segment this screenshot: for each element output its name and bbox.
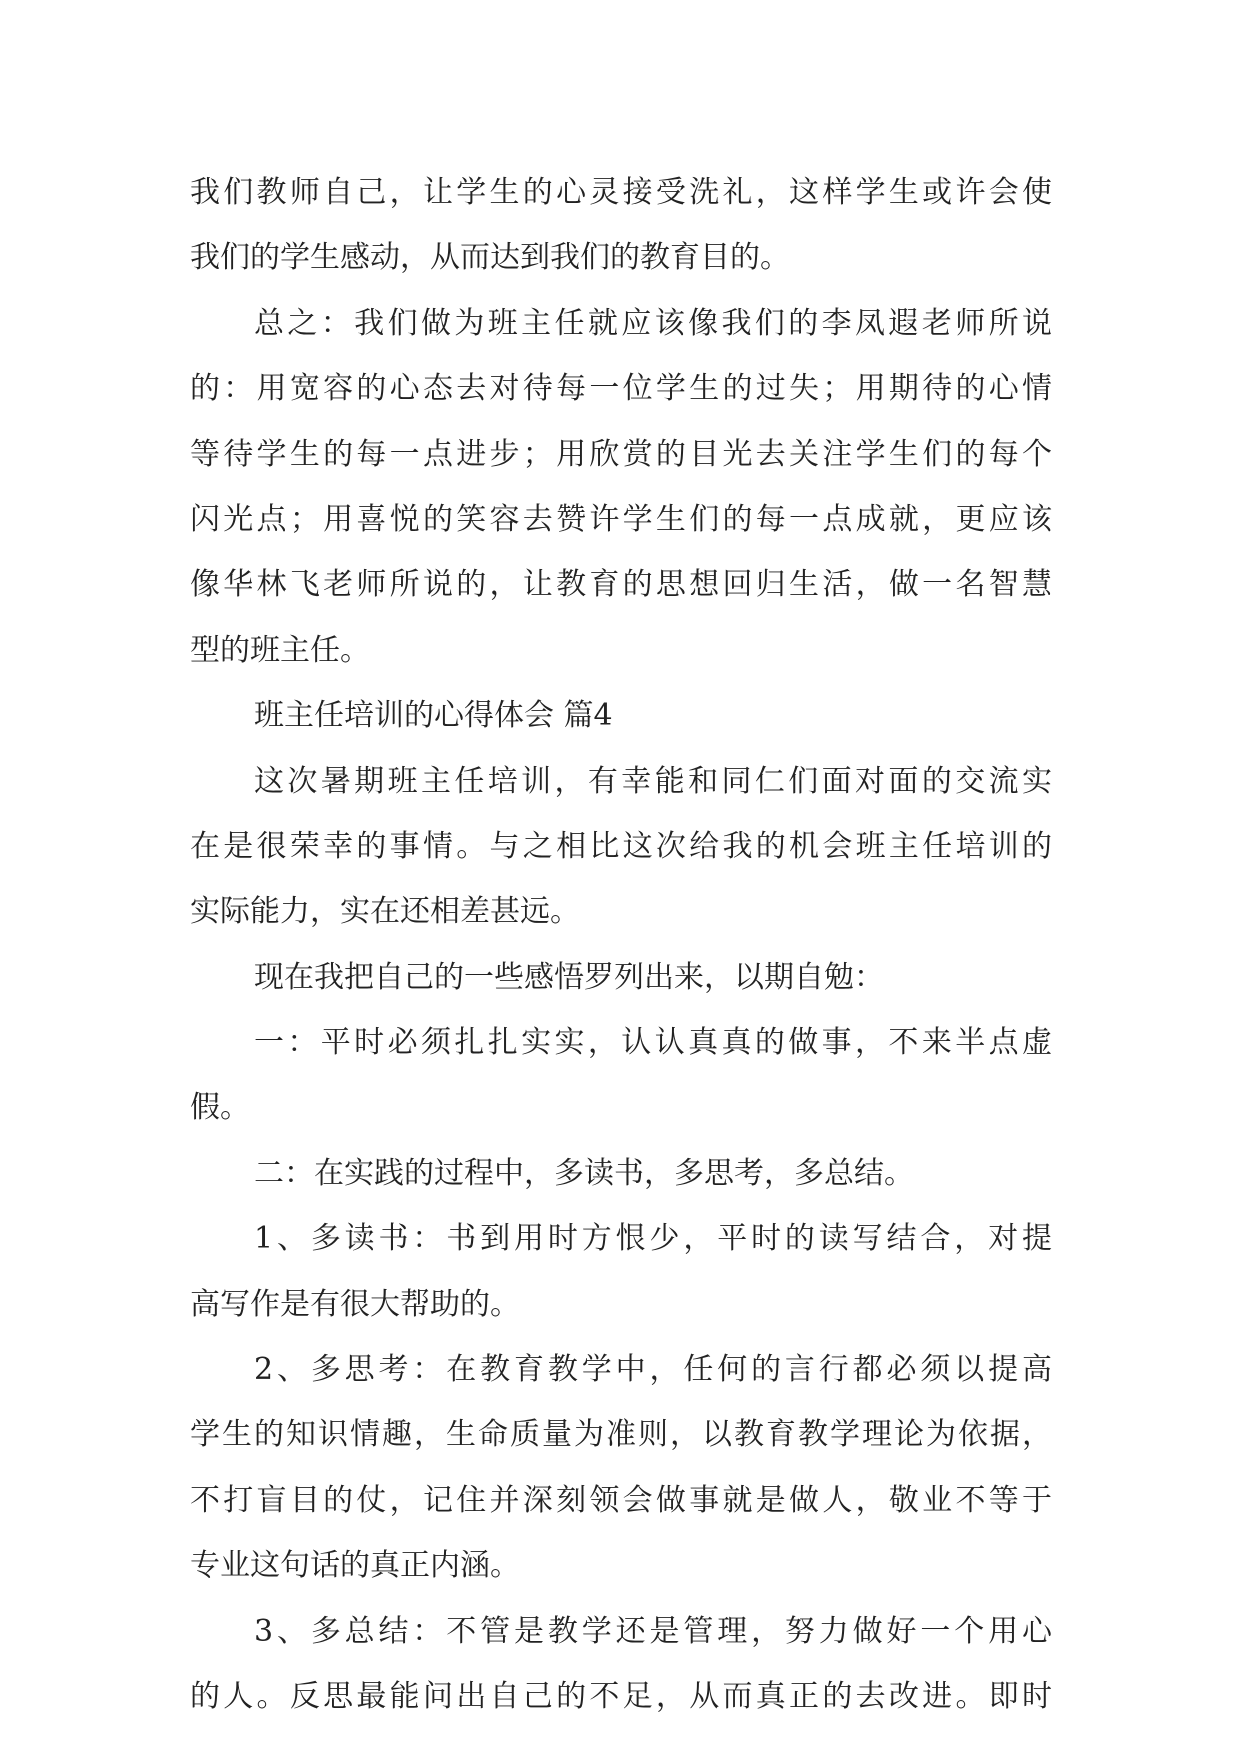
text-line: 的人。反思最能问出自己的不足，从而真正的去改进。即时 (190, 1678, 1052, 1714)
text-line: 实际能力，实在还相差甚远。 (190, 894, 580, 930)
section-title: 班主任培训的心得体会 篇4 (254, 698, 613, 734)
text-line: 这次暑期班主任培训，有幸能和同仁们面对面的交流实 (254, 763, 1052, 799)
document-page (190, 160, 1052, 1729)
text-line: 闪光点；用喜悦的笑容去赞许学生们的每一点成就，更应该 (190, 501, 1052, 537)
text-line: 一：平时必须扎扎实实，认认真真的做事，不来半点虚 (254, 1025, 1052, 1061)
text-line: 在是很荣幸的事情。与之相比这次给我的机会班主任培训的 (190, 828, 1052, 864)
text-line: 2、多思考：在教育教学中，任何的言行都必须以提高 (254, 1352, 1052, 1388)
text-line: 二：在实践的过程中，多读书，多思考，多总结。 (254, 1155, 914, 1191)
text-line: 我们教师自己，让学生的心灵接受洗礼，这样学生或许会使 (190, 175, 1052, 210)
text-line: 像华林飞老师所说的，让教育的思想回归生活，做一名智慧 (190, 567, 1052, 603)
text-line: 不打盲目的仗，记住并深刻领会做事就是做人，敬业不等于 (190, 1482, 1052, 1518)
text-line: 我们的学生感动，从而达到我们的教育目的。 (190, 240, 790, 276)
text-line: 现在我把自己的一些感悟罗列出来，以期自勉： (254, 959, 884, 995)
text-line: 假。 (190, 1090, 250, 1126)
text-line: 的：用宽容的心态去对待每一位学生的过失；用期待的心情 (190, 371, 1052, 407)
text-line: 高写作是有很大帮助的。 (190, 1286, 520, 1322)
text-line: 总之：我们做为班主任就应该像我们的李凤遐老师所说 (254, 305, 1052, 341)
text-line: 3、多总结：不管是教学还是管理，努力做好一个用心 (254, 1613, 1052, 1649)
text-line: 等待学生的每一点进步；用欣赏的目光去关注学生们的每个 (190, 436, 1052, 472)
text-line: 1、多读书：书到用时方恨少，平时的读写结合，对提 (254, 1221, 1052, 1257)
text-line: 专业这句话的真正内涵。 (190, 1548, 520, 1584)
text-line: 学生的知识情趣，生命质量为准则，以教育教学理论为依据， (190, 1417, 1052, 1453)
text-line: 型的班主任。 (190, 632, 370, 668)
